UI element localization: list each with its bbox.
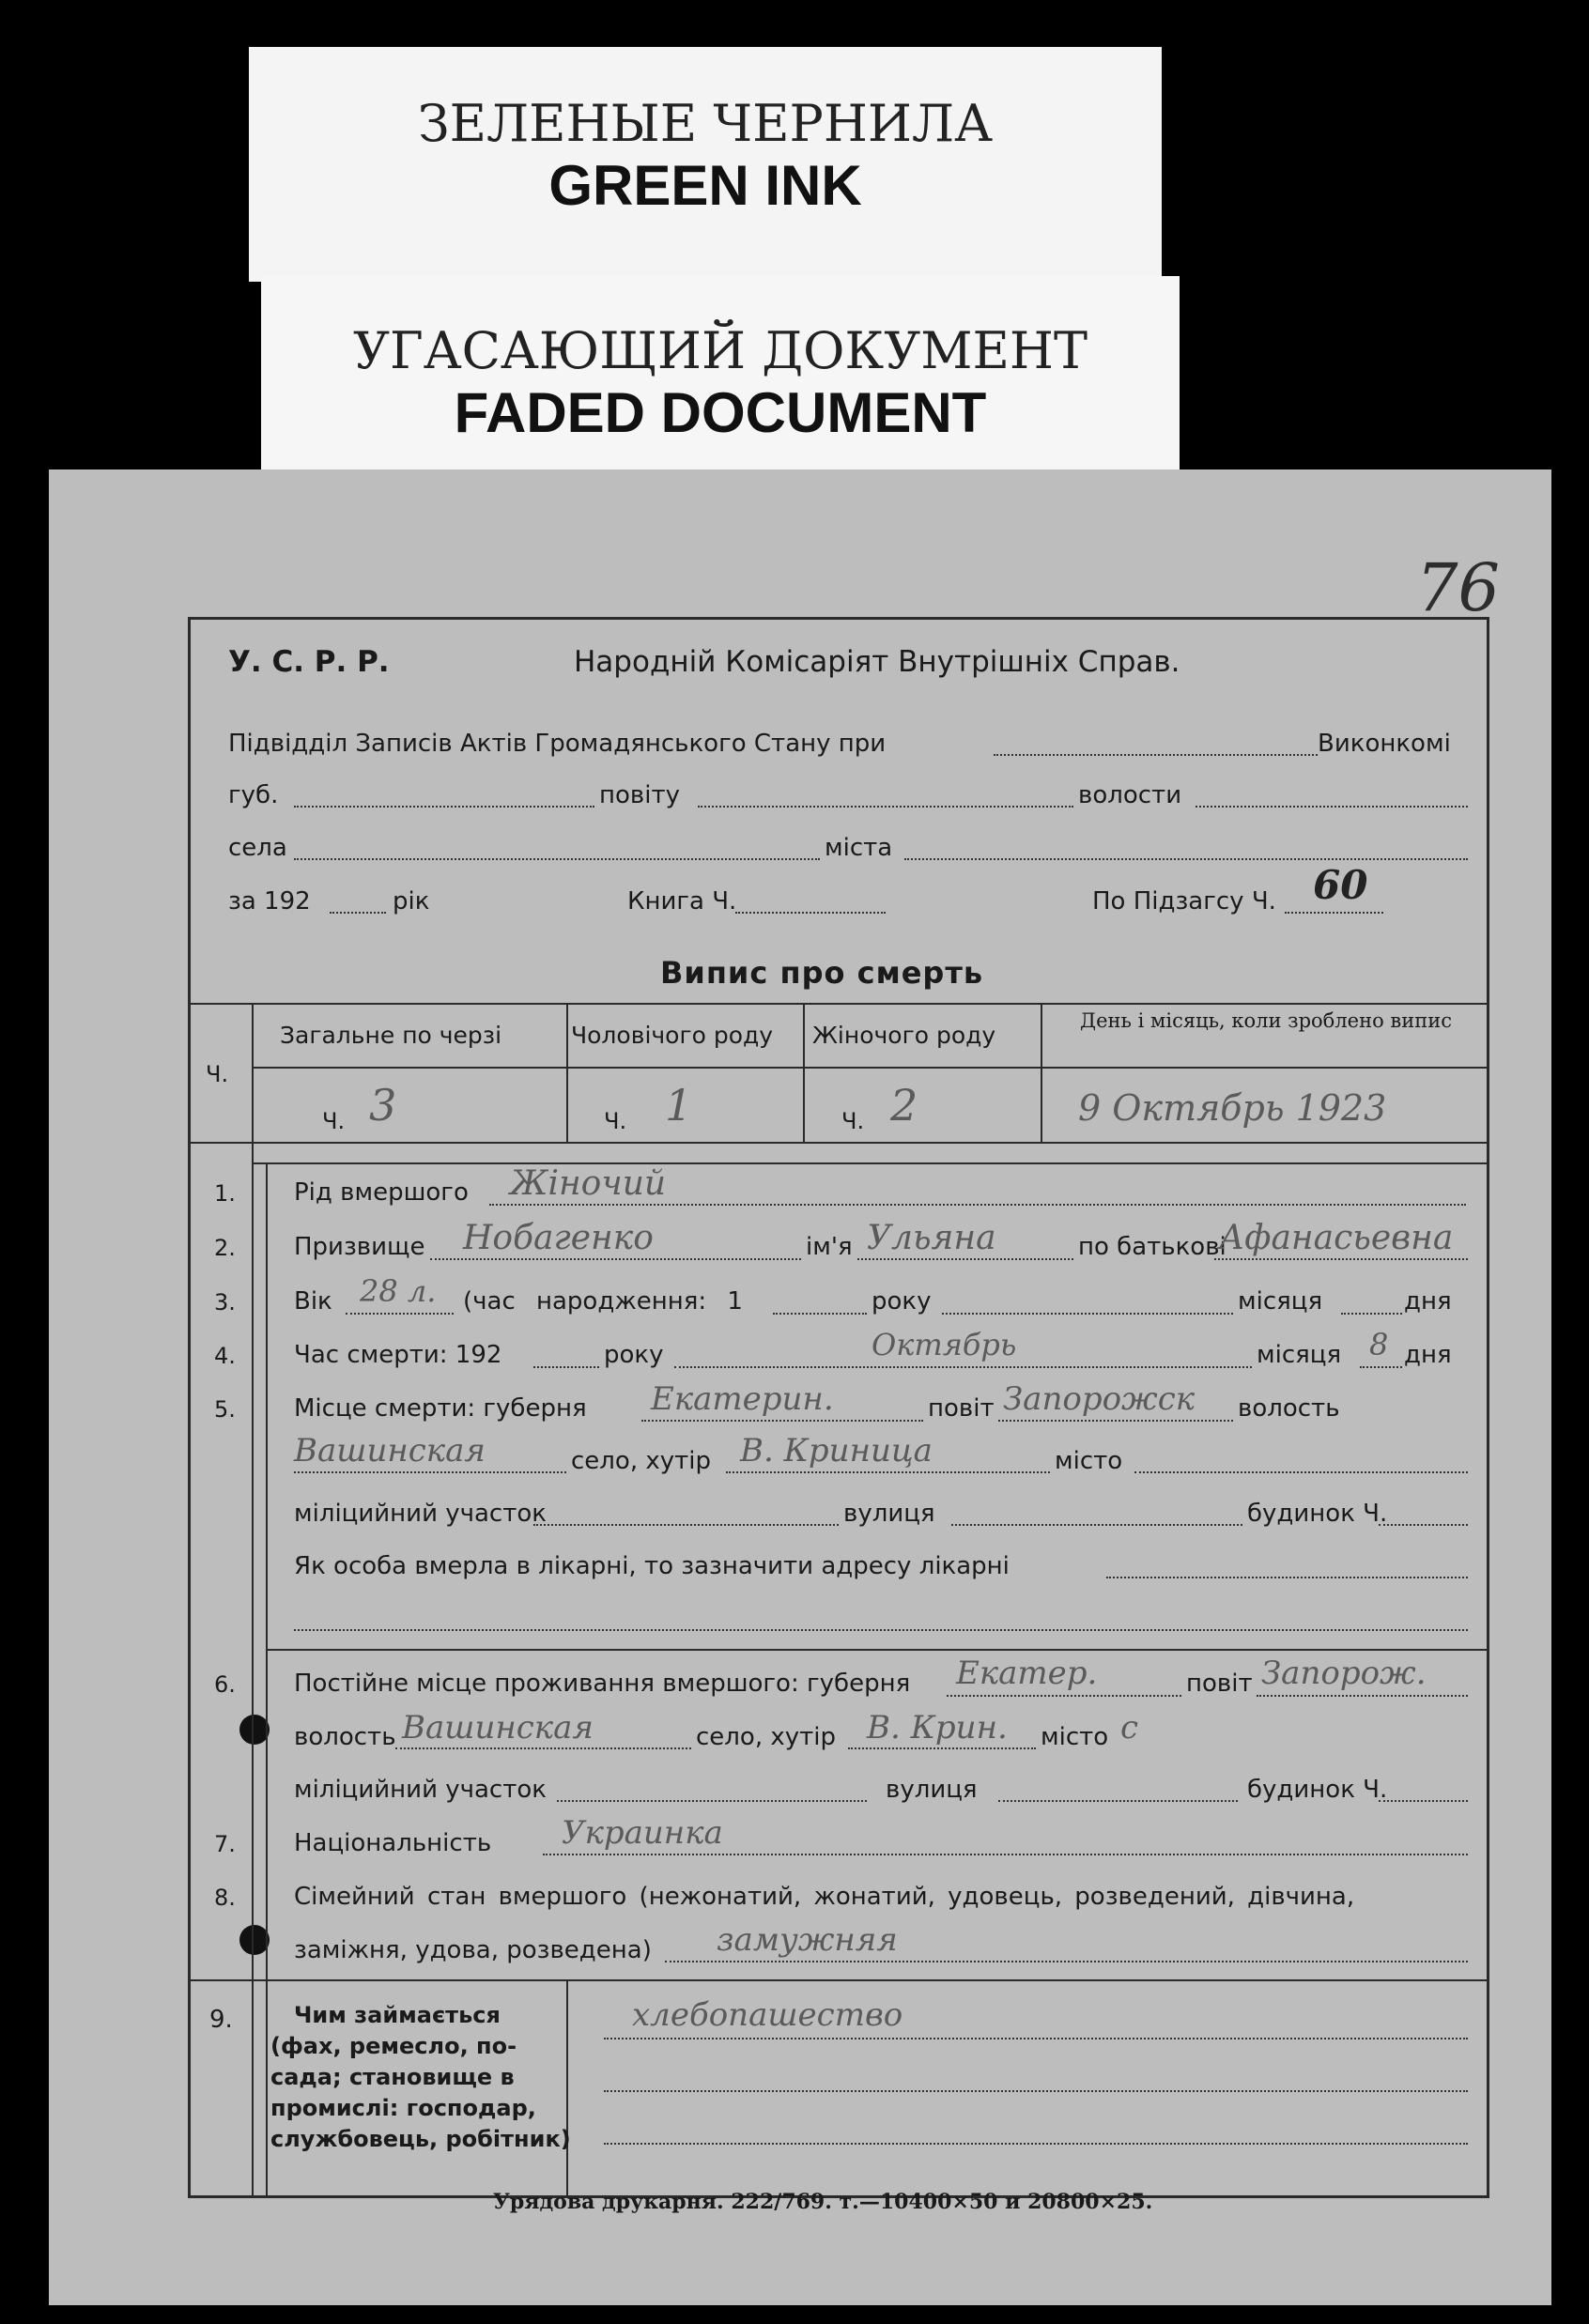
r3-age: 28 л. [360,1273,437,1309]
count-col-total: Загальне по черзі [280,1022,502,1049]
row-number: 6. [214,1671,236,1698]
r5-gub-value: Екатерин. [651,1380,834,1418]
povit-label: повіту [599,781,680,809]
faded-label-ru: УГАСАЮЩИЙ ДОКУМЕНТ [352,321,1088,380]
r6-misto-label: місто [1041,1723,1109,1751]
r6-street-label: вулиця [886,1776,978,1804]
year-prefix-label: за 192 [228,887,311,916]
r4-year-label: року [604,1341,664,1369]
count-ch-label: Ч. [841,1108,865,1134]
volost-label: волости [1078,781,1182,809]
r8-label-line2: заміжня, удова, розведена) [294,1936,652,1964]
commissariat-label: Народній Комісаріят Внутрішніх Справ. [574,645,1180,679]
r9-label-line4: промислі: господар, [270,2095,536,2121]
row-number: 5. [214,1396,236,1423]
row-number: 2. [214,1235,236,1261]
r5-misto-label: місто [1055,1447,1123,1475]
r5-house-label: будинок Ч. [1247,1500,1388,1528]
row-number: 1. [214,1180,236,1207]
r7-value: Украинка [562,1814,723,1852]
r6-volost-label: волость [294,1723,396,1751]
sela-label: села [228,834,287,862]
r1-value: Жіночий [510,1164,667,1203]
count-ch-label: Ч. [322,1108,346,1134]
r5-hospital-label: Як особа вмерла в лікарні, то зазначити адресу лікарні [294,1552,1010,1580]
exec-label: Виконкомі [1318,730,1451,758]
r9-label-line5: службовець, робітник) [270,2126,571,2152]
r6-povit-label: повіт [1186,1670,1253,1698]
r4-day-label: дня [1404,1341,1452,1369]
r6-povit-value: Запорож. [1261,1655,1427,1692]
green-ink-slip [249,47,1162,282]
subrecord-label: По Підзагсу Ч. [1092,887,1276,916]
count-col-male: Чоловічого роду [571,1022,774,1049]
r5-povit-value: Запорожск [1003,1380,1196,1418]
r8-value: замужняя [717,1921,898,1959]
r6-selo-label: село, хутір [696,1723,836,1751]
r3-age-label: Вік [294,1287,332,1316]
r6-militia-label: міліцийний участок [294,1776,547,1804]
r4-month-value: Октябрь [872,1327,1017,1362]
row-number: 4. [214,1343,236,1369]
r9-label-line2: (фах, ремесло, по- [270,2033,517,2059]
r2-name: Ульяна [867,1219,996,1257]
row-number: 7. [214,1831,236,1857]
r5-street-label: вулиця [843,1500,935,1528]
count-total-value: 3 [369,1080,397,1131]
r5-selo-value: В. Криница [740,1432,933,1470]
death-record-form [188,617,1489,2198]
count-female-value: 2 [890,1080,918,1131]
r1-label: Рід вмершого [294,1178,469,1207]
folio-number: 76 [1416,549,1501,626]
r2-surname-label: Призвище [294,1233,425,1261]
faded-label-en: FADED DOCUMENT [454,381,987,444]
count-col-female: Жіночого роду [812,1022,996,1049]
mista-label: міста [825,834,893,862]
row-number: 9. [209,2006,233,2034]
r2-father-label: по батькові [1078,1233,1226,1261]
r9-value: хлебопашество [632,1996,903,2034]
r4-label: Час смерти: 192 [294,1341,502,1369]
r6-misto-value: с [1120,1709,1139,1747]
r2-surname: Нобагенко [463,1219,654,1257]
r5-selo-label: село, хутір [571,1447,711,1475]
green-ink-label-ru: ЗЕЛЕНЫЕ ЧЕРНИЛА [418,94,993,153]
printer-imprint: Урядова друкарня. 222/769. т.—10400×50 и 20800×25. [493,2190,1153,2214]
row-number: 3. [214,1289,236,1316]
r2-name-label: ім'я [806,1233,853,1261]
count-ch-label: Ч. [604,1108,627,1134]
r6-selo-value: В. Крин. [867,1709,1008,1747]
republic-label: У. С. Р. Р. [228,645,390,679]
r3-birth-label: (час народження: 1 [463,1287,743,1316]
r5-militia-label: міліцийний участок [294,1500,547,1528]
r6-label: Постійне місце проживання вмершого: губерня [294,1670,911,1698]
faded-document-slip [261,276,1180,469]
r6-volost-value: Вашинская [402,1709,594,1747]
r5-volost-value: Вашинская [294,1432,486,1470]
year-suffix-label: рік [393,887,430,916]
r6-house-label: будинок Ч. [1247,1776,1388,1804]
r9-label-line1: Чим займається [294,2002,501,2028]
r3-year-label: року [872,1287,932,1316]
gub-label: губ. [228,781,279,809]
book-label: Книга Ч. [627,887,737,916]
count-male-value: 1 [665,1080,693,1131]
count-date-value: 9 Октябрь 1923 [1078,1087,1387,1129]
r9-label-line3: сада; становище в [270,2064,515,2090]
row-number: 8. [214,1885,236,1911]
r3-day-label: дня [1404,1287,1452,1316]
subdept-label: Підвідділ Записів Актів Громадянського Стану при [228,730,887,758]
document-title: Випис про смерть [660,955,984,991]
count-col-num: Ч. [206,1061,229,1087]
subrecord-value: 60 [1313,862,1368,908]
r3-month-label: місяця [1238,1287,1323,1316]
count-col-date: День і місяць, коли зроблено випис [1080,1009,1452,1032]
r5-label: Місце смерти: губерня [294,1394,587,1423]
r4-month-label: місяця [1257,1341,1342,1369]
r5-volost-label: волость [1238,1394,1340,1423]
r5-povit-label: повіт [928,1394,995,1423]
r8-label-line1: Сімейний стан вмершого (нежонатий, жонатий, удовець, розведений, дівчина, [294,1883,1355,1911]
r6-gub-value: Екатер. [956,1655,1098,1692]
r7-label: Національність [294,1829,492,1857]
green-ink-label-en: GREEN INK [548,154,862,217]
r2-father: Афанасьевна [1219,1219,1454,1257]
r4-day-value: 8 [1369,1327,1389,1362]
